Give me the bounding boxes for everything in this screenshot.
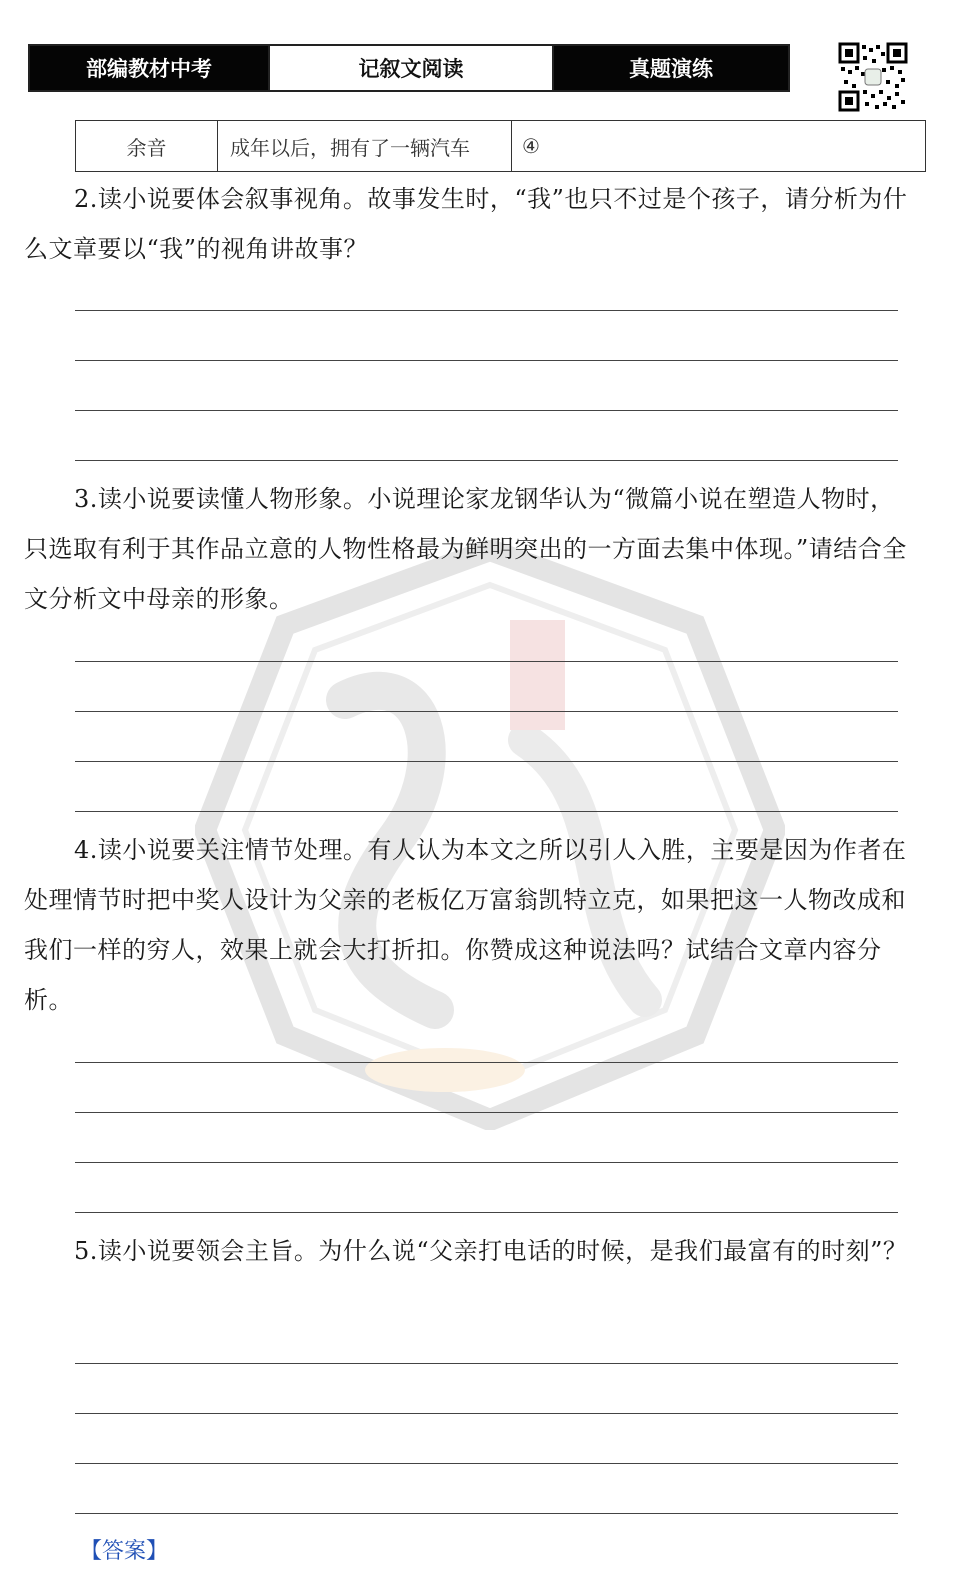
answer-line[interactable] bbox=[75, 1162, 898, 1163]
answer-line[interactable] bbox=[75, 1413, 898, 1414]
question-2-text: 2.读小说要体会叙事视角。故事发生时，“我”也只不过是个孩子，请分析为什么文章要以“我”的视角讲故事？ bbox=[24, 185, 908, 263]
answer-line[interactable] bbox=[75, 711, 898, 712]
question-3 bbox=[24, 474, 914, 624]
question-4 bbox=[24, 825, 914, 1025]
answer-line[interactable] bbox=[75, 1112, 898, 1113]
question-3-text: 3.读小说要读懂人物形象。小说理论家龙钢华认为“微篇小说在塑造人物时，只选取有利于其作品立意的人物性格最为鲜明突出的一方面去集中体现。”请结合全文分析文中母亲的形象。 bbox=[24, 485, 907, 613]
question-2 bbox=[24, 174, 914, 274]
answer-line[interactable] bbox=[75, 1513, 898, 1514]
qr-code-icon bbox=[838, 42, 908, 112]
answer-line[interactable] bbox=[75, 310, 898, 311]
summary-table-row bbox=[75, 120, 926, 172]
question-4-text: 4.读小说要关注情节处理。有人认为本文之所以引人入胜，主要是因为作者在处理情节时把中奖人设计为父亲的老板亿万富翁凯特立克，如果把这一人物改成和我们一样的穷人，效果上就会大打折扣。你赞成这种说法吗？试结合文章内容分析。 bbox=[24, 836, 907, 1014]
table-cell-blank-number: ④ bbox=[522, 134, 540, 158]
table-cell-event: 成年以后，拥有了一辆汽车 bbox=[218, 121, 512, 171]
answer-line[interactable] bbox=[75, 1463, 898, 1464]
answer-line[interactable] bbox=[75, 811, 898, 812]
header-left-label: 部编教材中考 bbox=[30, 46, 268, 90]
header-bar bbox=[28, 44, 790, 92]
header-middle-label: 记叙文阅读 bbox=[268, 46, 554, 90]
answer-label: 【答案】 bbox=[80, 1539, 169, 1564]
header-right-label: 真题演练 bbox=[554, 46, 788, 90]
question-5-text: 5.读小说要领会主旨。为什么说“父亲打电话的时候，是我们最富有的时刻”？ bbox=[74, 1237, 908, 1265]
answer-line[interactable] bbox=[75, 410, 898, 411]
answer-line[interactable] bbox=[75, 661, 898, 662]
answer-line[interactable] bbox=[75, 360, 898, 361]
question-5 bbox=[24, 1226, 914, 1276]
answer-line[interactable] bbox=[75, 761, 898, 762]
table-cell-section: 余音 bbox=[76, 121, 218, 171]
answer-line[interactable] bbox=[75, 460, 898, 461]
answer-line[interactable] bbox=[75, 1062, 898, 1063]
answer-line[interactable] bbox=[75, 1363, 898, 1364]
answer-line[interactable] bbox=[75, 1212, 898, 1213]
